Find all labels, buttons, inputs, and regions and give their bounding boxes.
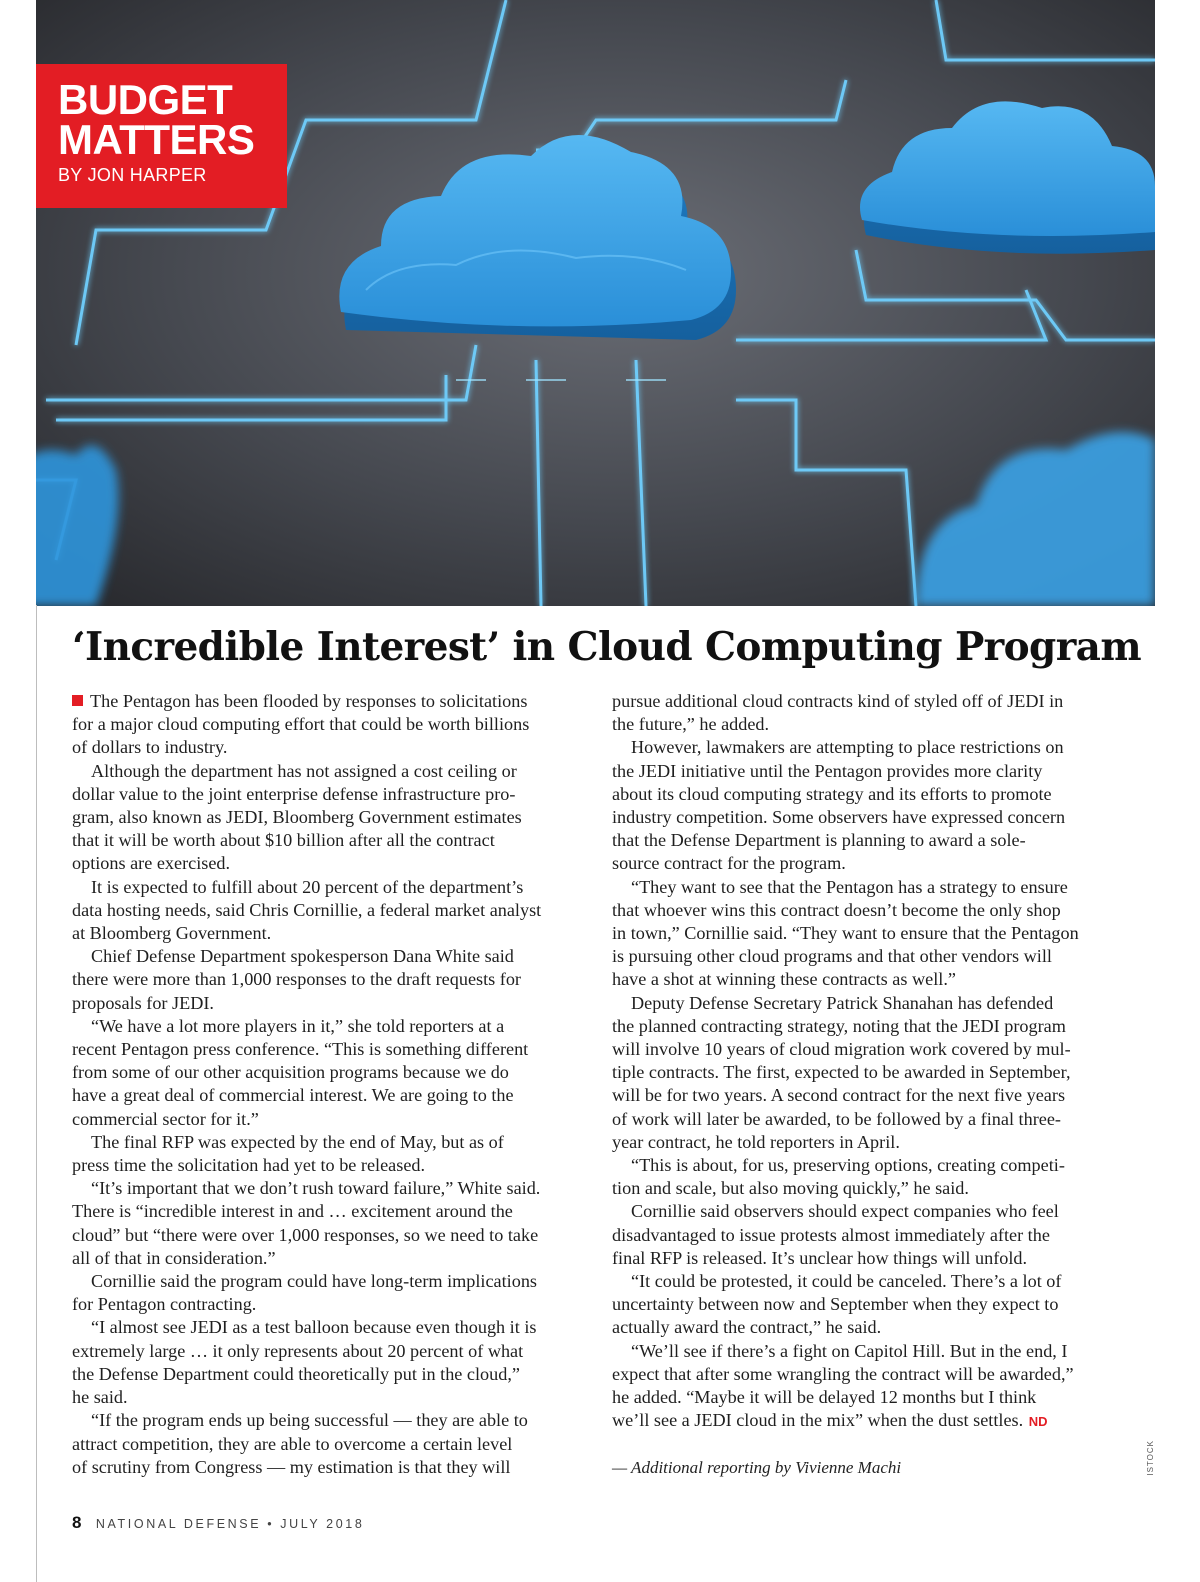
text-line-content: the future,” he added. (612, 714, 770, 735)
page-number: 8 (72, 1513, 82, 1532)
text-line (612, 1084, 1122, 1107)
text-line (72, 1433, 584, 1456)
text-line-content: recent Pentagon press conference. “This is something different (72, 1039, 529, 1060)
section-title-line1: BUDGET (58, 76, 233, 123)
article-column-left (72, 690, 584, 1479)
text-line-content: attract competition, they are able to overcome a certain level (72, 1433, 513, 1454)
text-line-content: from some of our other acquisition programs because we do (72, 1062, 509, 1083)
text-line (612, 1061, 1122, 1084)
text-line-content: Although the department has not assigned a cost ceiling or (91, 760, 517, 781)
text-line (72, 783, 584, 806)
text-line (72, 852, 584, 875)
text-line-content: extremely large … it only represents about 20 percent of what (72, 1340, 524, 1361)
text-line-content: options are exercised. (72, 853, 231, 874)
text-line (72, 1456, 584, 1479)
text-line-content: the JEDI initiative until the Pentagon provides more clarity (612, 760, 1043, 781)
text-line-content: at Bloomberg Government. (72, 923, 272, 944)
text-line-content: proposals for JEDI. (72, 992, 214, 1013)
text-line-content: have a shot at winning these contracts as well.” (612, 969, 956, 990)
text-line-content: tiple contracts. The first, expected to be awarded in September, (612, 1062, 1071, 1083)
text-line (72, 1270, 584, 1293)
text-line (72, 1177, 584, 1200)
text-line (72, 1084, 584, 1107)
text-line-content: in town,” Cornillie said. “They want to ensure that the Pentagon (612, 923, 1079, 944)
text-line-content: there were more than 1,000 responses to the draft requests for (72, 969, 521, 990)
text-line (612, 922, 1122, 945)
text-line (72, 1293, 584, 1316)
text-line (72, 992, 584, 1015)
text-line (72, 1224, 584, 1247)
text-line-content: that it will be worth about $10 billion after all the contract (72, 830, 495, 851)
text-line-content: However, lawmakers are attempting to place restrictions on (631, 737, 1064, 758)
section-title-line2: MATTERS (58, 116, 255, 163)
text-line-content: tion and scale, but also moving quickly,” he said. (612, 1178, 969, 1199)
text-line-content: that the Defense Department is planning to award a sole- (612, 830, 1026, 851)
text-line-content: “They want to see that the Pentagon has a strategy to ensure (631, 876, 1068, 897)
text-line-content: we’ll see a JEDI cloud in the mix” when the dust settles. (612, 1410, 1024, 1431)
text-line (72, 945, 584, 968)
column-divider (36, 605, 37, 1582)
text-line (612, 829, 1122, 852)
text-line (72, 829, 584, 852)
text-line-content: Cornillie said the program could have long-term implications (91, 1271, 537, 1292)
text-line (72, 690, 584, 713)
text-line-content: source contract for the program. (612, 853, 846, 874)
text-line (612, 1177, 1122, 1200)
text-line-content: pursue additional cloud contracts kind of styled off of JEDI in (612, 691, 1064, 711)
text-line-content: “It’s important that we don’t rush toward failure,” White said. (91, 1178, 541, 1199)
text-line (612, 1340, 1122, 1363)
article-column-right (612, 690, 1122, 1434)
text-line-content: disadvantaged to issue protests almost immediately after the (612, 1224, 1050, 1245)
page-footer (72, 1513, 364, 1533)
text-line-content: industry competition. Some observers have expressed concern (612, 807, 1066, 828)
text-line (612, 992, 1122, 1015)
text-line-content: actually award the contract,” he said. (612, 1317, 882, 1338)
text-line (612, 1108, 1122, 1131)
text-line-content: data hosting needs, said Chris Cornillie, a federal market analyst (72, 899, 542, 920)
text-line (72, 1200, 584, 1223)
text-line-content: dollar value to the joint enterprise defense infrastructure pro- (72, 783, 516, 804)
text-line (612, 690, 1122, 713)
text-line (612, 1409, 1122, 1433)
text-line-content: final RFP is released. It’s unclear how things will unfold. (612, 1247, 1028, 1268)
text-line (612, 1386, 1122, 1409)
text-line-content: “We have a lot more players in it,” she told reporters at a (91, 1015, 505, 1036)
text-line-content: for Pentagon contracting. (72, 1294, 257, 1315)
text-line-content: all of that in consideration.” (72, 1247, 276, 1268)
text-line (612, 1131, 1122, 1154)
additional-reporting-credit: — Additional reporting by Vivienne Machi (612, 1458, 902, 1477)
text-line (612, 713, 1122, 736)
text-line (72, 922, 584, 945)
text-line (72, 760, 584, 783)
text-line (72, 1340, 584, 1363)
text-line (72, 968, 584, 991)
text-line (72, 1316, 584, 1339)
text-line-content: Cornillie said observers should expect companies who feel (631, 1201, 1059, 1222)
text-line (612, 945, 1122, 968)
text-line-content: expect that after some wrangling the contract will be awarded,” (612, 1363, 1074, 1384)
text-line-content: There is “incredible interest in and … excitement around the (72, 1201, 513, 1222)
text-line-content: Deputy Defense Secretary Patrick Shanahan has defended (631, 992, 1054, 1013)
text-line-content: for a major cloud computing effort that could be worth billions (72, 714, 530, 735)
text-line-content: will be for two years. A second contract for the next five years (612, 1085, 1066, 1106)
text-line (612, 1316, 1122, 1339)
text-line (612, 1015, 1122, 1038)
text-line-content: It is expected to fulfill about 20 percent of the department’s (91, 876, 524, 897)
text-line (612, 1038, 1122, 1061)
text-line-content: “We’ll see if there’s a fight on Capitol Hill. But in the end, I (631, 1340, 1068, 1361)
end-mark: ND (1025, 1414, 1048, 1430)
text-line (72, 713, 584, 736)
text-line (612, 736, 1122, 759)
text-line-content: year contract, he told reporters in April. (612, 1131, 900, 1152)
text-line (72, 1061, 584, 1084)
byline: BY JON HARPER (58, 165, 207, 185)
text-line-content: of scrutiny from Congress — my estimation is that they will (72, 1456, 511, 1477)
text-line (72, 1363, 584, 1386)
text-line-content: “I almost see JEDI as a test balloon because even though it is (91, 1317, 537, 1338)
text-line (72, 1409, 584, 1432)
text-line (612, 1154, 1122, 1177)
text-line (612, 899, 1122, 922)
text-line-content: of work will later be awarded, to be followed by a final three- (612, 1108, 1061, 1129)
text-line (72, 1015, 584, 1038)
text-line-content: he said. (72, 1387, 128, 1408)
text-line-content: will involve 10 years of cloud migration work covered by mul- (612, 1039, 1071, 1060)
text-line (612, 806, 1122, 829)
text-line-content: Chief Defense Department spokesperson Dana White said (91, 946, 514, 967)
text-line-content: have a great deal of commercial interest. We are going to the (72, 1085, 514, 1106)
text-line-content: the planned contracting strategy, noting that the JEDI program (612, 1015, 1066, 1036)
text-line-content: The final RFP was expected by the end of May, but as of (91, 1131, 504, 1152)
lead-square-icon (72, 695, 83, 706)
text-line-content: the Defense Department could theoretically put in the cloud,” (72, 1363, 520, 1384)
text-line (612, 1200, 1122, 1223)
text-line (72, 1108, 584, 1131)
text-line-content: The Pentagon has been flooded by responses to solicitations (90, 691, 528, 711)
text-line (72, 1131, 584, 1154)
text-line (72, 899, 584, 922)
text-line-content: uncertainty between now and September when they expect to (612, 1294, 1059, 1315)
photo-credit: ISTOCK (1146, 1440, 1155, 1476)
text-line (72, 1386, 584, 1409)
text-line-content: of dollars to industry. (72, 737, 228, 758)
text-line-content: he added. “Maybe it will be delayed 12 months but I think (612, 1387, 1037, 1408)
text-line (612, 783, 1122, 806)
text-line (612, 852, 1122, 875)
text-line-content: “It could be protested, it could be canceled. There’s a lot of (631, 1271, 1062, 1292)
text-line (72, 806, 584, 829)
text-line-content: gram, also known as JEDI, Bloomberg Government estimates (72, 807, 522, 828)
text-line-content: cloud” but “there were over 1,000 responses, so we need to take (72, 1224, 539, 1245)
text-line-content: press time the solicitation had yet to be released. (72, 1155, 426, 1176)
text-line (612, 968, 1122, 991)
text-line (612, 1363, 1122, 1386)
text-line (612, 1224, 1122, 1247)
text-line-content: is pursuing other cloud programs and that other vendors will (612, 946, 1052, 967)
text-line (612, 1247, 1122, 1270)
text-line-content: that whoever wins this contract doesn’t become the only shop (612, 899, 1061, 920)
text-line-content: commercial sector for it.” (72, 1108, 259, 1129)
text-line-content: “If the program ends up being successful — they are able to (91, 1410, 528, 1431)
text-line (72, 1247, 584, 1270)
text-line (612, 1293, 1122, 1316)
text-line (72, 876, 584, 899)
publication-line: NATIONAL DEFENSE • JULY 2018 (95, 1517, 365, 1531)
text-line-content: about its cloud computing strategy and its efforts to promote (612, 783, 1052, 804)
article-headline: ‘Incredible Interest’ in Cloud Computing Program (72, 624, 1141, 670)
section-kicker (36, 64, 287, 208)
text-line (72, 1154, 584, 1177)
text-line (72, 1038, 584, 1061)
text-line (612, 760, 1122, 783)
text-line (72, 736, 584, 759)
text-line-content: “This is about, for us, preserving options, creating competi- (631, 1155, 1065, 1176)
text-line (612, 876, 1122, 899)
text-line (612, 1270, 1122, 1293)
